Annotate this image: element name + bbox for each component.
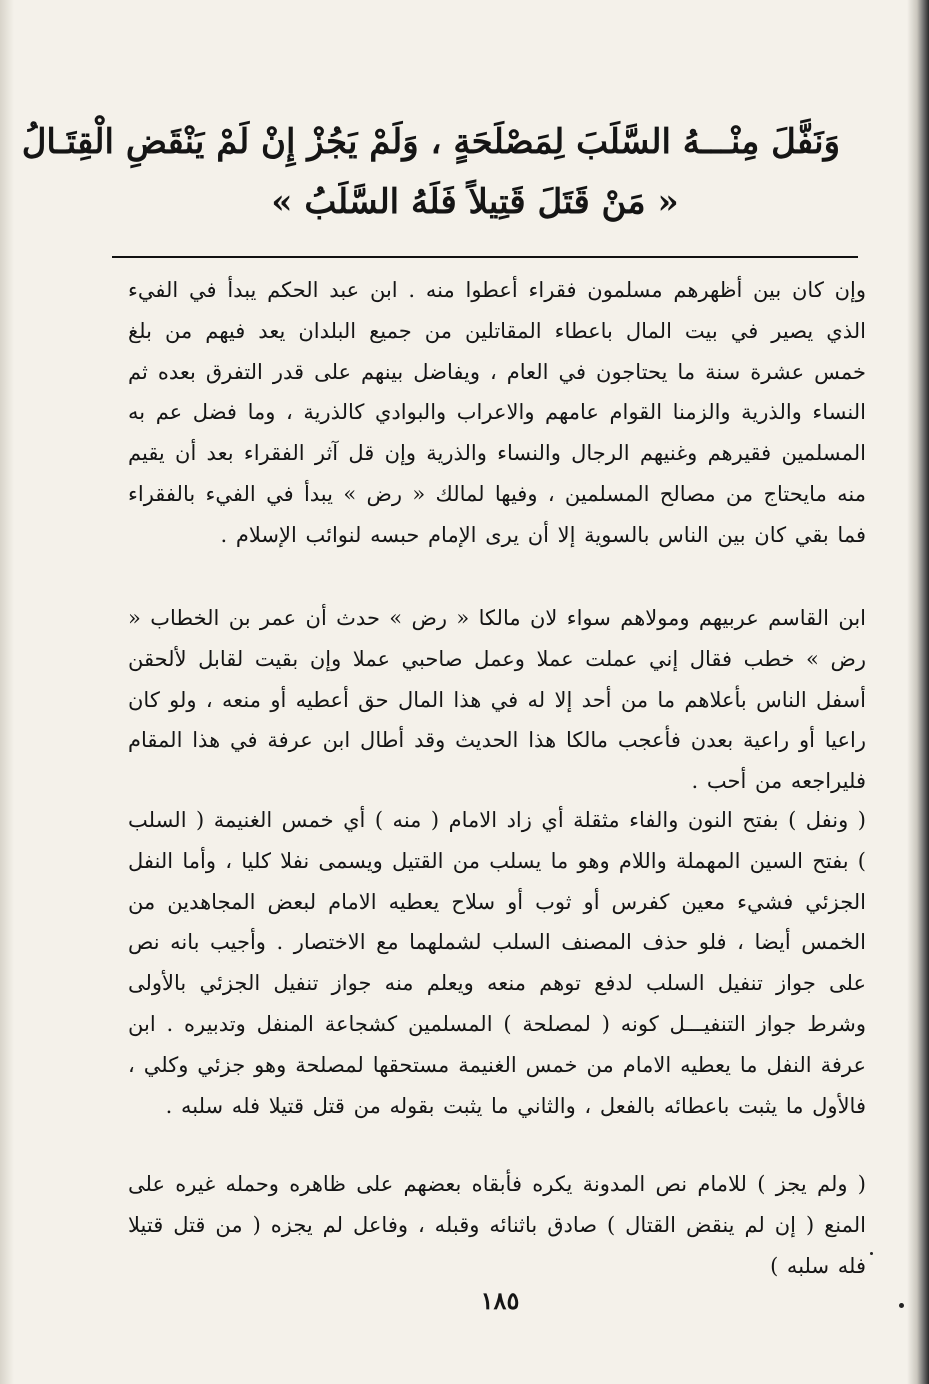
commentary-paragraph-3: ( ونفل ) بفتح النون والفاء مثقلة أي زاد الامام ( منه ) أي خمس الغنيمة ( السلب ) بفتح السين المهملة واللام وهو ما يسلب من القتيل ويسمى نفلا كليا ، وأما النفل الجزئي فشيء معين كفرس أو ثوب أو سلاح يعطيه الامام لبعض المجاهدين من الخمس أيضا ، فلو حذف المصنف السلب لشملهما مع الاختصار . وأجيب بانه نص على جواز تنفيل السلب لدفع توهم منعه ويعلم منه جواز تنفيل الجزئي بالأولى وشرط جواز التنفيـــل كونه ( لمصلحة ) المسلمين كشجاعة المنفل وتدبيره . ابن عرفة النفل ما يعطيه الامام من خمس الغنيمة مستحقها لمصلحة وهو جزئي وكلي ، فالأول ما يثبت باعطائه بالفعل ، والثاني ما يثبت بقوله من قتل قتيلا فله سلبه .	[128, 808, 866, 1118]
ink-speck	[899, 1303, 904, 1308]
verse-line-1: وَنَفَّلَ مِنْـــهُ السَّلَبَ لِمَصْلَحَةٍ ، وَلَمْ يَجُزْ إِنْ لَمْ يَنْقَضِ الْقِتَـالُ	[21, 122, 840, 162]
page-left-shadow	[0, 0, 14, 1384]
separator-rule	[112, 256, 858, 258]
page-binding-edge	[907, 0, 929, 1384]
commentary-paragraph-1: وإن كان بين أظهرهم مسلمون فقراء أعطوا منه . ابن عبد الحكم يبدأ في الفيء الذي يصير في بيت المال باعطاء المقاتلين من جميع البلدان يعد فيهم من بلغ خمس عشرة سنة ما يحتاجون في العام ، ويفاضل بينهم على قدر التفرق بعده ثم النساء والذرية والزمنا القوام عامهم والاعراب والبوادي كالذرية ، وما فضل عم به المسلمين فقيرهم وغنيهم الرجال والنساء والذرية وإن قل آثر الفقراء بعد أن يقيم منه مايحتاج من مصالح المسلمين ، وفيها لمالك « رض » يبدأ في الفيء بالفقراء فما بقي كان بين الناس بالسوية إلا أن يرى الإمام حبسه لنوائب الإسلام .	[128, 278, 867, 547]
commentary-paragraph-2: ابن القاسم عربيهم ومولاهم سواء لان مالكا « رض » حدث أن عمر بن الخطاب « رض » خطب فقال إني عملت عملا وعمل صاحبي عملا وإن بقيت لقابل لألحقن أسفل الناس بأعلاهم ما من أحد إلا له في هذا المال حق أعطيه أو منعه ، ولو كان راعيا أو راعية بعدن فأعجب مالكا هذا الحديث وقد أطال ابن عرفة في هذا المقام فليراجعه من أحب .	[128, 606, 866, 794]
commentary-paragraph-4: ( ولم يجز ) للامام نص المدونة يكره فأبقاه بعضهم على ظاهره وحمله غيره على المنع ( إن لم ينقض القتال ) صادق باثنائه وقبله ، وفاعل لم يجزه ( من قتل قتيلا فله سلبه )	[128, 1172, 866, 1278]
verse-line-2: « مَنْ قَتَلَ قَتِيلاً فَلَهُ السَّلَبُ »	[271, 182, 679, 222]
ink-speck	[870, 1252, 873, 1255]
page-number: ١٨٥	[480, 1286, 520, 1315]
